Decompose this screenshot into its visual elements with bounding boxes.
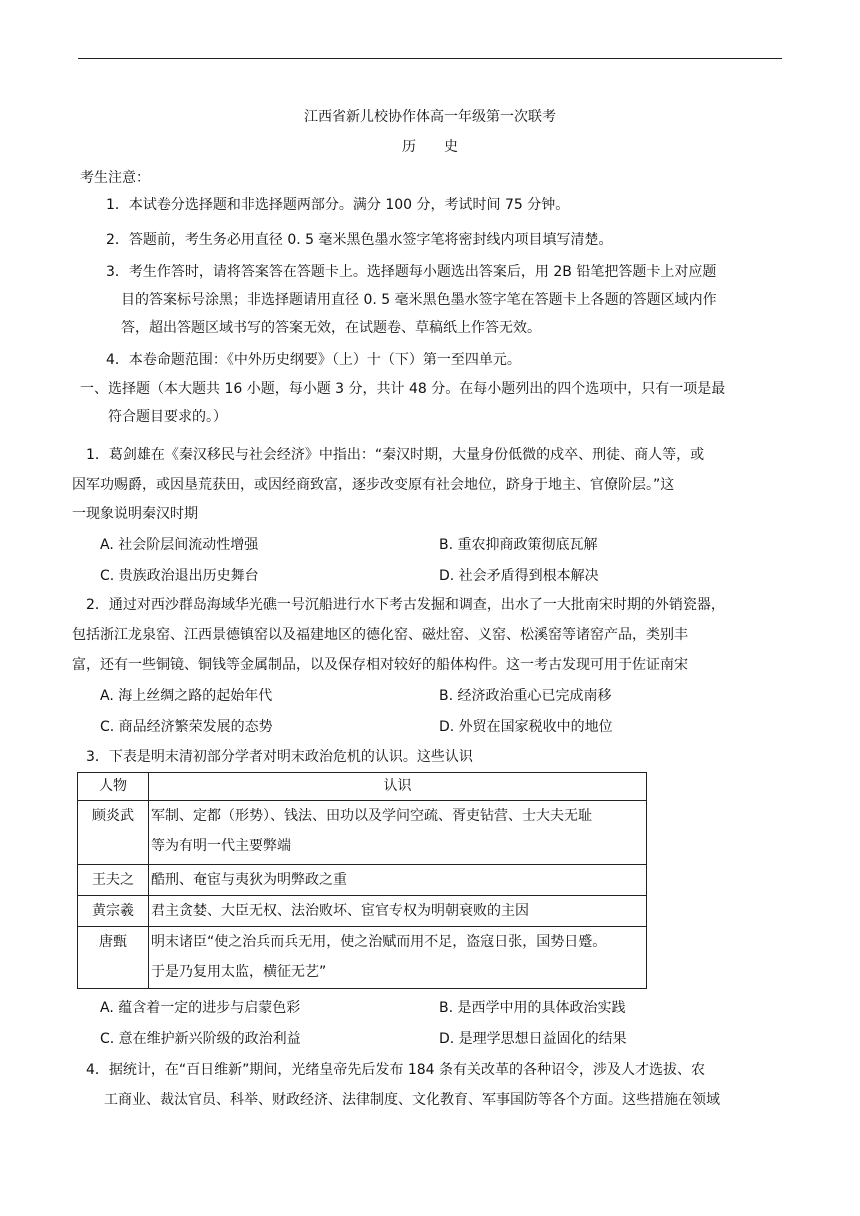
- header-rule: [78, 58, 782, 59]
- view-line: 于是乃复用太监，横征无艺”: [151, 964, 327, 980]
- q3-option-b: B. 是西学中用的具体政治实践: [439, 1000, 626, 1016]
- table-row: [78, 801, 647, 865]
- q2-option-c: C. 商品经济繁荣发展的态势: [100, 719, 273, 735]
- notice-item: 1．本试卷分选择题和非选择题两部分。满分 100 分，考试时间 75 分钟。: [106, 197, 570, 213]
- view-line: 明末诸臣“使之治兵而兵无用，使之治赋而用不足，盗寇日张，国势日蹙。: [151, 934, 607, 950]
- section-heading: 一、选择题（本大题共 16 小题，每小题 3 分，共计 48 分。在每小题列出的四个选项中，只有一项是最: [80, 381, 726, 397]
- notice-item: 3．考生作答时，请将答案答在答题卡上。选择题每小题选出答案后，用 2B 铅笔把答题卡上对应题: [106, 264, 717, 280]
- q1-stem: 1．葛剑雄在《秦汉移民与社会经济》中指出：“秦汉时期，大量身份低微的戍卒、刑徒、商人等，或: [86, 447, 705, 463]
- view-line: 军制、定都（形势）、钱法、田功以及学问空疏、胥吏钻营、士大夫无耻: [151, 808, 592, 824]
- q1-option-a: A. 社会阶层间流动性增强: [100, 537, 259, 553]
- notice-item: 4．本卷命题范围：《中外历史纲要》（上）十（下）第一至四单元。: [106, 352, 521, 368]
- q3-stem: 3．下表是明末清初部分学者对明末政治危机的认识。这些认识: [86, 749, 473, 765]
- q2-option-b: B. 经济政治重心已完成南移: [439, 688, 612, 704]
- q1-stem: 一现象说明秦汉时期: [72, 506, 198, 522]
- q2-option-d: D. 外贸在国家税收中的地位: [439, 719, 613, 735]
- subject-title: 历 史: [402, 139, 458, 155]
- table-header-person: 人物: [78, 773, 149, 801]
- q2-stem: 富，还有一些铜镜、铜钱等金属制品，以及保存相对较好的船体构件。这一考古发现可用于佐证南宋: [72, 657, 688, 673]
- table-row: [78, 927, 647, 989]
- table-cell-view: [149, 927, 647, 989]
- q2-stem: 包括浙江龙泉窑、江西景德镇窑以及福建地区的德化窑、磁灶窑、义窑、松溪窑等诸窑产品，类别丰: [72, 627, 688, 643]
- exam-title: 江西省新儿校协作体高一年级第一次联考: [304, 109, 556, 125]
- table-row: [78, 865, 647, 896]
- q2-option-a: A. 海上丝绸之路的起始年代: [100, 688, 273, 704]
- table-cell-view: [149, 801, 647, 865]
- view-line: 等为有明一代主要弊端: [151, 838, 291, 854]
- section-heading-cont: 符合题目要求的。）: [108, 409, 227, 425]
- table-row: [78, 896, 647, 927]
- q3-table: [77, 772, 647, 989]
- q4-stem: 工商业、裁汰官员、科举、财政经济、法律制度、文化教育、军事国防等各个方面。这些措施在领域: [104, 1092, 720, 1108]
- q4-stem: 4．据统计，在“百日维新”期间，光绪皇帝先后发布 184 条有关改革的各种诏令，涉及人才选拔、农: [86, 1062, 706, 1078]
- notice-heading: 考生注意：: [80, 170, 150, 186]
- q3-option-a: A. 蕴含着一定的进步与启蒙色彩: [100, 1000, 301, 1016]
- q2-stem: 2．通过对西沙群岛海域华光礁一号沉船进行水下考古发掘和调查，出水了一大批南宋时期的外销瓷器，: [86, 597, 725, 613]
- table-header-row: [78, 773, 647, 801]
- q3-option-c: C. 意在维护新兴阶级的政治利益: [100, 1031, 301, 1047]
- q1-stem: 因军功赐爵，或因垦荒获田，或因经商致富，逐步改变原有社会地位，跻身于地主、官僚阶层。”这: [72, 477, 675, 493]
- notice-item: 2．答题前，考生务必用直径 0. 5 毫米黑色墨水签字笔将密封线内项目填写清楚。: [106, 232, 613, 248]
- table-cell-person: 王夫之: [78, 865, 149, 896]
- table-cell-person: 唐甄: [78, 927, 149, 989]
- q1-option-d: D. 社会矛盾得到根本解决: [439, 568, 599, 584]
- q1-option-c: C. 贵族政治退出历史舞台: [100, 568, 259, 584]
- table-cell-person: 顾炎武: [78, 801, 149, 865]
- notice-item-cont: 答，超出答题区域书写的答案无效，在试题卷、草稿纸上作答无效。: [121, 320, 541, 336]
- table-header-view: 认识: [149, 773, 647, 801]
- q1-option-b: B. 重农抑商政策彻底瓦解: [439, 537, 598, 553]
- table-cell-view: 酷刑、奄宦与夷狄为明弊政之重: [149, 865, 647, 896]
- table-cell-view: 君主贪婪、大臣无权、法治败坏、宦官专权为明朝衰败的主因: [149, 896, 647, 927]
- q3-option-d: D. 是理学思想日益固化的结果: [439, 1031, 627, 1047]
- notice-item-cont: 目的答案标号涂黑；非选择题请用直径 0. 5 毫米黑色墨水签字笔在答题卡上各题的答题区域内作: [121, 292, 717, 308]
- table-cell-person: 黄宗羲: [78, 896, 149, 927]
